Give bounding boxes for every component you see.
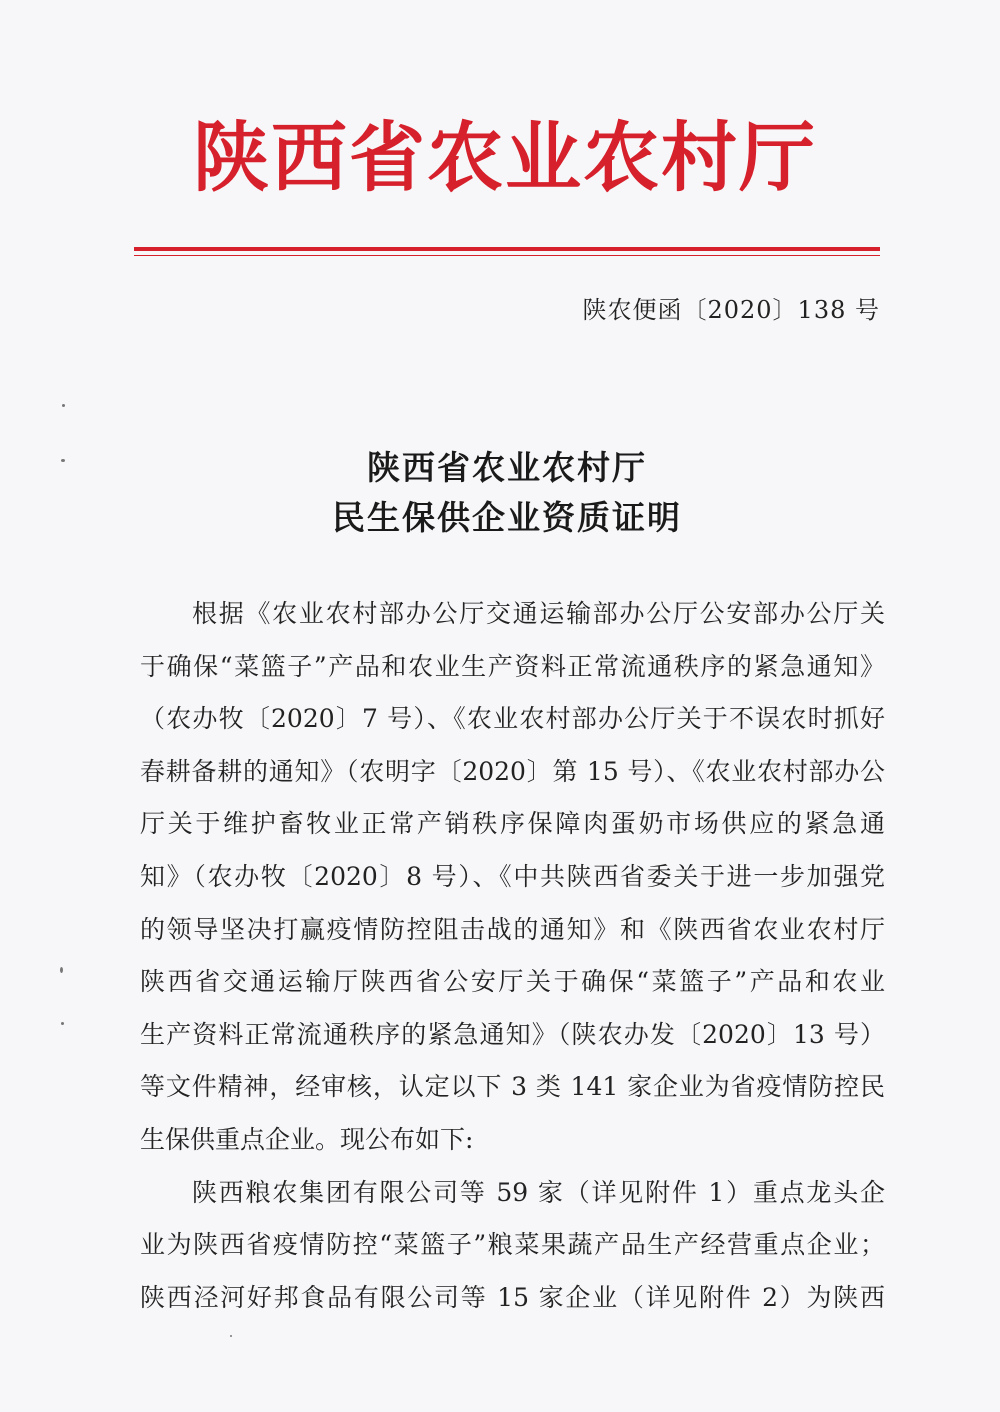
document-title-line-1: 陕西省农业农村厅 [367, 448, 647, 487]
document-title-line-2: 民生保供企业资质证明 [332, 498, 682, 537]
body-line: 陕西粮农集团有限公司等 59 家（详见附件 1）重点龙头企 [192, 1177, 885, 1207]
body-line: （农办牧〔2020〕7 号）、《农业农村部办公厅关于不误农时抓好 [140, 704, 885, 734]
scan-speck [230, 1335, 232, 1337]
body-line: 知》（农办牧〔2020〕8 号）、《中共陕西省委关于进一步加强党 [140, 861, 885, 891]
header-rule-thin [134, 255, 880, 256]
scan-speck [61, 1022, 64, 1025]
header-rule-thick [134, 247, 880, 251]
body-line: 的领导坚决打赢疫情防控阻击战的通知》和《陕西省农业农村厅 [140, 914, 885, 944]
body-line: 陕西省交通运输厅陕西省公安厅关于确保“菜篮子”产品和农业 [140, 967, 885, 997]
body-line: 陕西泾河好邦食品有限公司等 15 家企业（详见附件 2）为陕西 [140, 1282, 885, 1312]
body-line: 根据《农业农村部办公厅交通运输部办公厅公安部办公厅关 [192, 599, 885, 628]
org-letterhead-title: 陕西省农业农村厅 [193, 113, 817, 202]
body-line: 于确保“菜篮子”产品和农业生产资料正常流通秩序的紧急通知》 [140, 651, 885, 681]
document-number: 陕农便函〔2020〕138 号 [582, 296, 880, 324]
document-body [140, 588, 885, 1324]
body-line: 业为陕西省疫情防控“菜篮子”粮菜果蔬产品生产经营重点企业； [140, 1230, 885, 1260]
body-line: 生保供重点企业。现公布如下: [140, 1124, 474, 1154]
scan-speck [60, 967, 63, 973]
body-line: 厅关于维护畜牧业正常产销秩序保障肉蛋奶市场供应的紧急通 [140, 809, 885, 839]
body-line: 春耕备耕的通知》（农明字〔2020〕第 15 号）、《农业农村部办公 [140, 756, 885, 786]
scan-speck [62, 404, 65, 407]
body-line: 等文件精神，经审核，认定以下 3 类 141 家企业为省疫情防控民 [140, 1072, 885, 1102]
body-line: 生产资料正常流通秩序的紧急通知》（陕农办发〔2020〕13 号） [140, 1019, 885, 1049]
scan-speck [61, 459, 65, 462]
